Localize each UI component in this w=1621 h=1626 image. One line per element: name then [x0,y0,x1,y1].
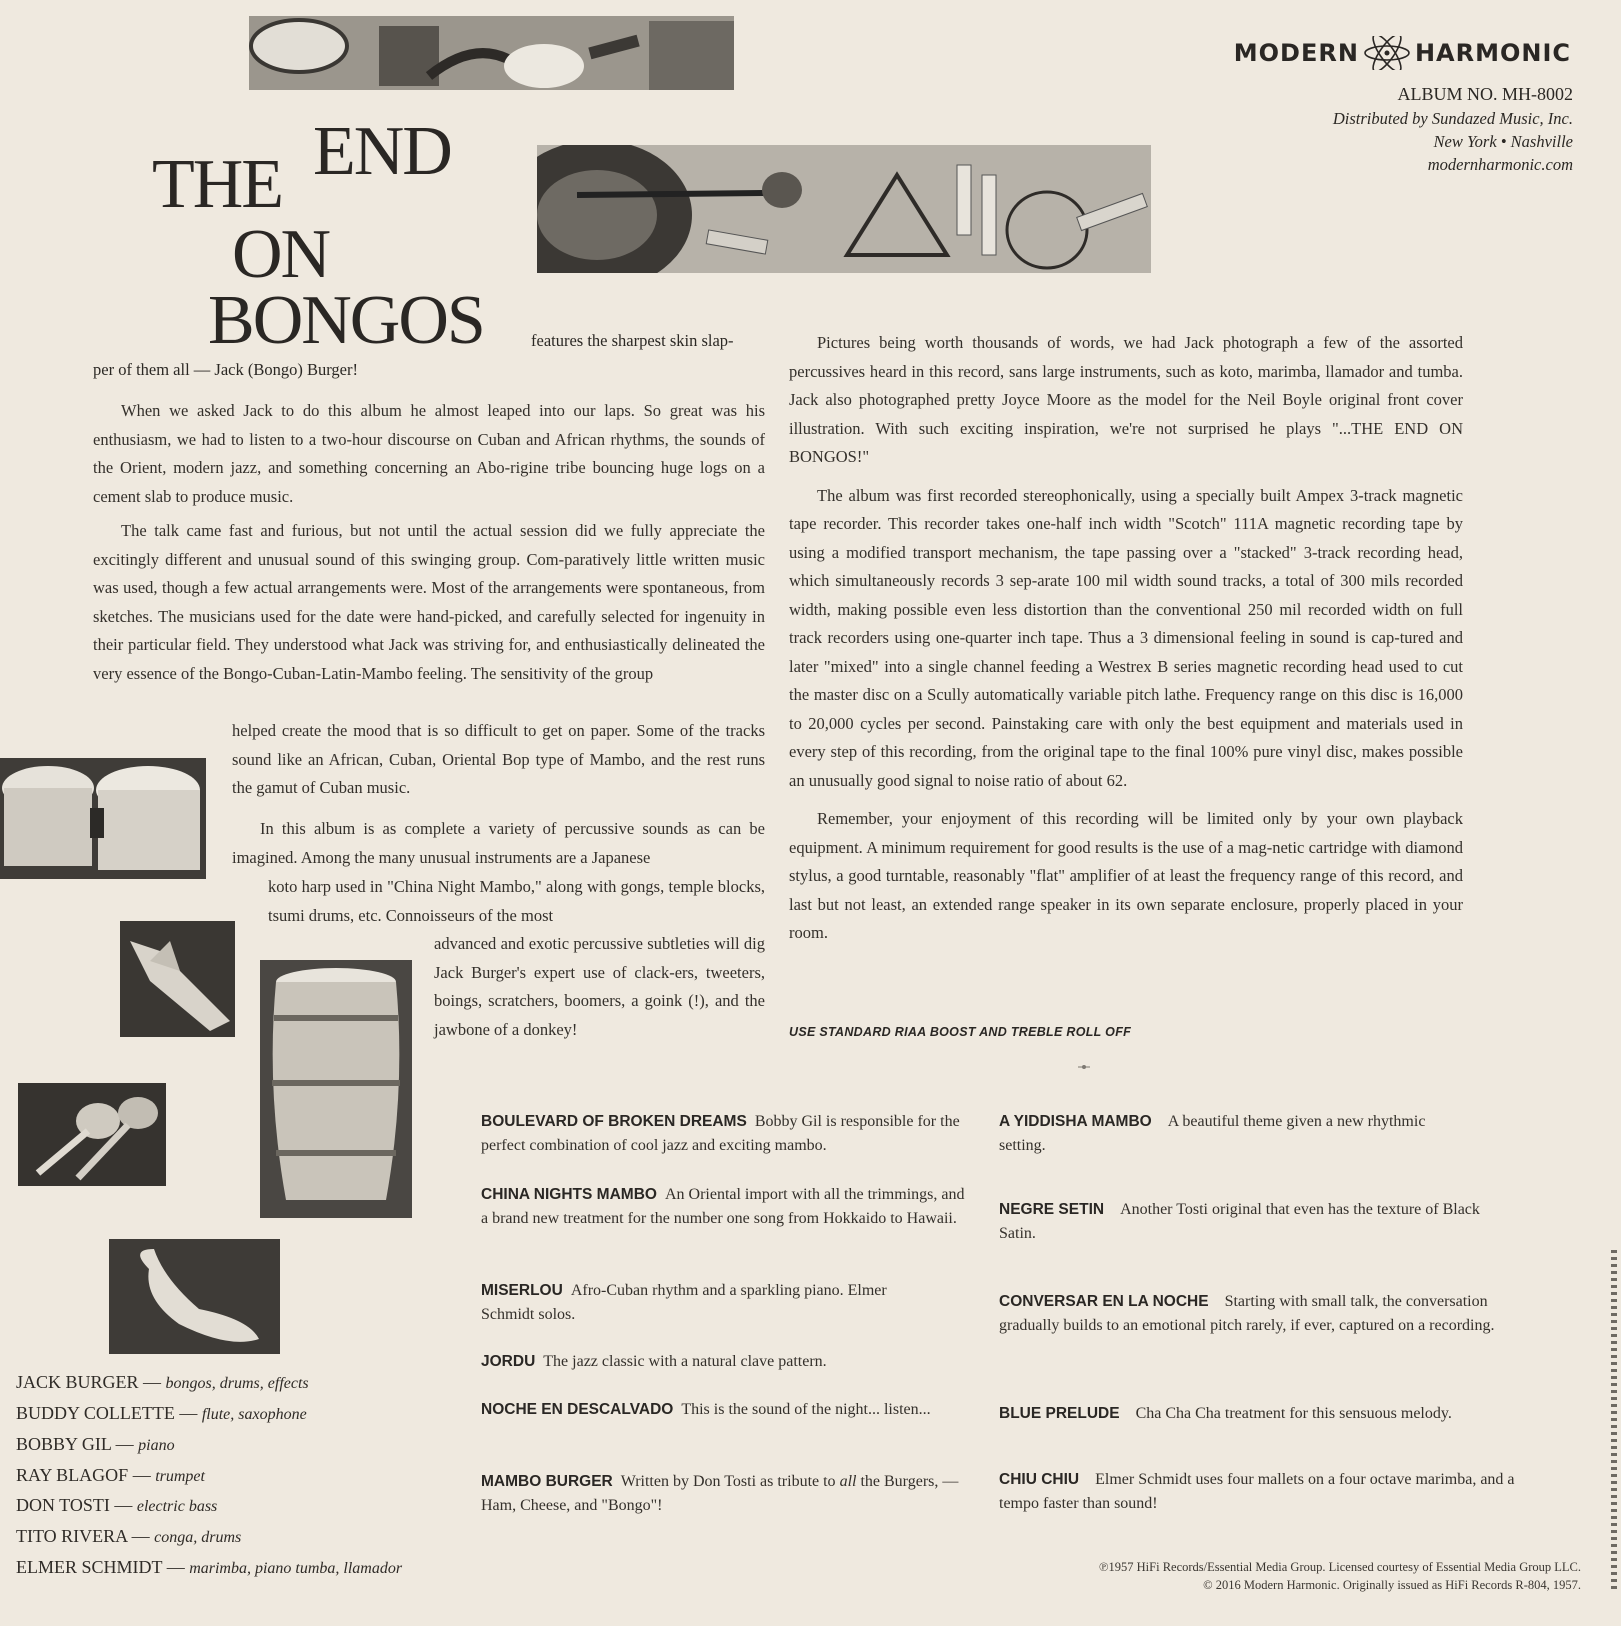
musician-row [16,1521,241,1553]
label-info [1333,82,1573,176]
conga-drum-photo [260,960,412,1218]
musician-name: DON TOSTI [16,1495,110,1515]
track-name: CONVERSAR EN LA NOCHE [999,1293,1209,1310]
track-desc: Bobby Gil is responsible for the perfect combination of cool jazz and exciting mambo. [481,1113,960,1154]
musician-instruments: conga, drums [154,1529,242,1546]
left-paragraph-2b: helped create the mood that is so difficult to get on paper. Some of the tracks sound like an African, Cuban, Oriental Bop type of Mambo, and the rest runs the gamut of Cuban music. [232,721,765,797]
album-number: ALBUM NO. MH-8002 [1397,84,1573,104]
website: modernharmonic.com [1427,155,1573,174]
track-jordu [481,1350,975,1374]
track-noche [481,1398,975,1422]
track-desc: Cha Cha Cha treatment for this sensuous melody. [1135,1405,1452,1422]
left-paragraph-1: When we asked Jack to do this album he almost leaped into our laps. So great was his enthusiasm, we had to listen to a two-hour discourse on Cuban and African rhythms, the sounds of the Orient, modern jazz, and something concerning an Abo-rigine tribe bouncing huge logs on a cement slab to produce music. [93,401,765,506]
track-mambo-burger [481,1470,975,1518]
musician-row [16,1398,307,1430]
track-desc-emphasis: all [839,1473,857,1490]
musician-name: TITO RIVERA [16,1526,128,1546]
track-desc: An Oriental import with all the trimmings, and a brand new treatment for the number one song from Hokkaido to Hawaii. [481,1186,965,1227]
right-paragraph-1: Pictures being worth thousands of words, we had Jack photograph a few of the assorted percussives heard in this record, sans large instruments, such as koto, marimba, llamador and tumba. Jack also photographed pretty Joyce Moore as the model for the Neil Boyle original front cover illustration. With such exciting inspiration, we're not surprised he plays "...THE END ON BONGOS!" [789,333,1463,466]
musician-instruments: bongos, drums, effects [165,1375,309,1392]
track-name: A YIDDISHA MAMBO [999,1113,1152,1130]
musician-row [16,1367,309,1399]
left-paragraph-3b: koto harp used in "China Night Mambo," along with gongs, temple blocks, tsumi drums, etc. Connoisseurs of the most [268,877,765,925]
musician-instruments: trumpet [155,1468,205,1485]
track-desc: This is the sound of the night... listen... [681,1401,931,1418]
copyright-block [1099,1558,1581,1594]
copyright-line2: © 2016 Modern Harmonic. Originally issued as HiFi Records R-804, 1957. [1203,1578,1581,1592]
track-name: NEGRE SETIN [999,1201,1105,1218]
track-desc: The jazz classic with a natural clave pattern. [543,1353,827,1370]
track-desc: Afro-Cuban rhythm and a sparkling piano. Elmer Schmidt solos. [481,1282,887,1323]
track-desc: Elmer Schmidt uses four mallets on a four octave marimba, and a tempo faster than sound! [999,1471,1515,1512]
track-name: NOCHE EN DESCALVADO [481,1401,674,1418]
track-boulevard [481,1110,975,1158]
copyright-line1: ℗1957 HiFi Records/Essential Media Group. Licensed courtesy of Essential Media Group LLC. [1099,1560,1581,1574]
dash: — [143,1372,162,1392]
edge-marks [1611,1250,1617,1590]
musician-name: JACK BURGER [16,1372,139,1392]
track-blue-prelude [999,1402,1579,1426]
title-end: END [313,113,451,190]
brand-right: HARMONIC [1414,39,1571,67]
right-column [789,329,1463,954]
track-chiu-chiu [999,1468,1539,1516]
left-column-top [93,397,765,694]
musician-row [16,1552,402,1584]
track-yiddisha [999,1110,1459,1158]
musician-instruments: flute, saxophone [201,1406,307,1423]
track-desc: A beautiful theme given a new rhythmic setting. [999,1113,1426,1154]
left-paragraph-3c: advanced and exotic percussive subtleties will dig Jack Burger's expert use of clack-ers, tweeters, boings, scratchers, boomers, a goink (!), and the jawbone of a donkey! [434,934,765,1039]
intro-lead-in: features the sharpest skin slap- [531,331,734,350]
dash: — [131,1526,150,1546]
brand-left: MODERN [1233,39,1359,67]
musician-row [16,1429,175,1461]
track-negre-setin [999,1198,1519,1246]
track-name: MISERLOU [481,1282,563,1299]
musician-name: BOBBY GIL [16,1434,112,1454]
track-name: BLUE PRELUDE [999,1405,1120,1422]
dash: — [132,1465,151,1485]
dash: — [166,1557,185,1577]
modern-harmonic-logo [1234,36,1571,70]
track-desc-pre: Written by Don Tosti as tribute to [620,1473,836,1490]
left-paragraph-2a: The talk came fast and furious, but not until the actual session did we fully appreciate the excitingly different and unusual sound of this swinging group. Com-paratively little written music was used, though a few actual arrangements were. Most of the arrangements were spontaneous, from sketches. The musicians used for the date were hand-picked, and carefully selected for ingenuity in their particular field. They understood what Jack was striving for, and enthusiastically delineated the very essence of the Bongo-Cuban-Latin-Mambo feeling. The sensitivity of the group [93,521,765,683]
gourd-guiro-photo [109,1239,280,1354]
musician-name: BUDDY COLLETTE [16,1403,175,1423]
track-china-nights [481,1183,975,1231]
dash: — [114,1495,133,1515]
right-paragraph-3: Remember, your enjoyment of this recording will be limited only by your own playback equipment. A minimum requirement for good results is the use of a mag-netic cartridge with diamond stylus, a good turntable, reasonably "flat" amplifier of at least the frequency range of this record, and last but not least, an extended range speaker in its own separate enclosure, properly placed in your room. [789,809,1463,942]
small-ornament-icon [1078,1058,1090,1066]
track-desc-post: the Burgers, — Ham, Cheese, and "Bongo"! [481,1473,959,1514]
left-column-p3b [268,873,765,936]
musician-instruments: piano [138,1437,175,1454]
intro-line2: per of them all — Jack (Bongo) Burger! [93,360,358,379]
right-paragraph-2: The album was first recorded stereophonically, using a specially built Ampex 3-track magnetic tape recorder. This recorder takes one-half inch width "Scotch" 111A magnetic recording tape by using a modified transport mechanism, the tape passing over a "stacked" 3-track recording head, which simultaneously records 3 sep-arate 100 mil width sound tracks, a total of 300 mils recorded width, making possible even less distortion than the conventional 250 mil recorded width on full track recorders using one-quarter inch tape. Thus a 3 dimensional feeling in sound is cap-tured and later "mixed" into a single channel feeding a Westrex B series magnetic recording head used to cut the master disc on a Scully automatically variable pitch lathe. Frequency range on this disc is 16,000 to 20,000 cycles per second. Painstaking care with only the best equipment and materials used in every step of this recording, from the original tape to the final 100% pure vinyl disc, makes possible an unusually good signal to noise ratio of about 62. [789,485,1463,790]
musician-instruments: marimba, piano tumba, llamador [189,1560,403,1577]
track-name: BOULEVARD OF BROKEN DREAMS [481,1113,747,1130]
bongo-drums-photo [0,758,206,879]
musician-instruments: electric bass [136,1498,218,1515]
left-column-p2b [232,717,765,809]
musician-row [16,1490,217,1522]
track-name: JORDU [481,1353,536,1370]
title-the: THE [152,146,283,223]
city: New York • Nashville [1433,132,1573,151]
title-on: ON [232,216,330,293]
distributor: Distributed by Sundazed Music, Inc. [1332,109,1573,128]
maracas-photo [18,1083,166,1186]
dash: — [179,1403,198,1423]
left-column-p3c [434,930,765,1050]
left-column-p3a [232,815,765,878]
musician-row [16,1460,205,1492]
track-name: CHINA NIGHTS MAMBO [481,1186,657,1203]
atom-icon [1363,36,1411,70]
track-desc: Starting with small talk, the conversation gradually builds to an emotional pitch rarely, if ever, captured on a recording. [999,1293,1495,1334]
musician-name: ELMER SCHMIDT [16,1557,163,1577]
track-name: CHIU CHIU [999,1471,1080,1488]
track-conversar [999,1290,1521,1338]
dash: — [115,1434,134,1454]
riaa-note: USE STANDARD RIAA BOOST AND TREBLE ROLL OFF [789,1025,1132,1039]
title-bongos: BONGOS [208,282,484,359]
track-name: MAMBO BURGER [481,1473,613,1490]
musician-name: RAY BLAGOF [16,1465,129,1485]
top-instruments-photo [249,16,734,90]
donkey-jawbone-photo [120,921,235,1037]
track-desc: Another Tosti original that even has the texture of Black Satin. [999,1201,1480,1242]
left-paragraph-3a: In this album is as complete a variety of percussive sounds as can be imagined. Among the many unusual instruments are a Japanese [232,819,765,867]
percussion-instruments-photo [537,145,1151,273]
track-miserlou [481,1279,941,1327]
